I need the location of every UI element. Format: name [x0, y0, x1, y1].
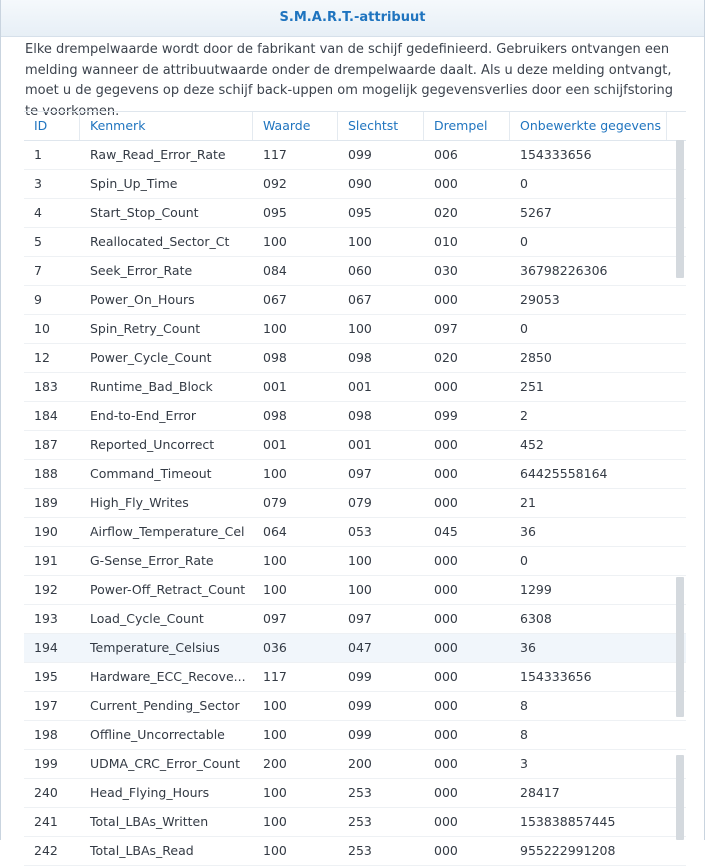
cell-value: 084: [263, 263, 287, 278]
cell-raw: 8: [520, 727, 528, 742]
cell-worst: 001: [348, 379, 372, 394]
cell-raw: 452: [520, 437, 544, 452]
table-row[interactable]: [24, 634, 686, 663]
cell-id: 10: [34, 321, 50, 336]
cell-threshold: 000: [434, 379, 458, 394]
cell-id: 197: [34, 698, 58, 713]
cell-value: 100: [263, 321, 287, 336]
table-row[interactable]: [24, 663, 686, 692]
cell-value: 117: [263, 147, 287, 162]
cell-name: Load_Cycle_Count: [90, 611, 204, 626]
cell-id: 241: [34, 814, 58, 829]
cell-id: 199: [34, 756, 58, 771]
cell-id: 240: [34, 785, 58, 800]
cell-value: 095: [263, 205, 287, 220]
cell-worst: 067: [348, 292, 372, 307]
cell-id: 198: [34, 727, 58, 742]
cell-name: UDMA_CRC_Error_Count: [90, 756, 240, 771]
cell-raw: 8: [520, 698, 528, 713]
column-header-raw[interactable]: Onbewerkte gegevens: [510, 112, 667, 140]
cell-raw: 0: [520, 553, 528, 568]
cell-id: 193: [34, 611, 58, 626]
cell-threshold: 000: [434, 727, 458, 742]
cell-id: 183: [34, 379, 58, 394]
table-row[interactable]: [24, 141, 686, 170]
cell-worst: 100: [348, 321, 372, 336]
cell-value: 100: [263, 785, 287, 800]
cell-threshold: 097: [434, 321, 458, 336]
cell-name: Power_On_Hours: [90, 292, 195, 307]
table-row[interactable]: [24, 431, 686, 460]
cell-name: Head_Flying_Hours: [90, 785, 210, 800]
cell-threshold: 000: [434, 669, 458, 684]
cell-worst: 253: [348, 785, 372, 800]
scrollbar-upper[interactable]: [676, 140, 684, 278]
cell-worst: 098: [348, 350, 372, 365]
cell-value: 036: [263, 640, 287, 655]
cell-id: 189: [34, 495, 58, 510]
cell-value: 100: [263, 466, 287, 481]
cell-name: Total_LBAs_Read: [90, 843, 194, 858]
column-header-id[interactable]: ID: [24, 112, 80, 140]
description-text: Elke drempelwaarde wordt door de fabrikant van de schijf gedefinieerd. Gebruikers ontvangen een melding wanneer de attribuutwaarde onder de drempelwaarde daalt. Als u deze melding ontvangt, moet u de gegevens op deze schijf back-uppen om mogelijk gegevensverlies door een schijfstoring te voorkomen.: [25, 42, 673, 119]
cell-worst: 001: [348, 437, 372, 452]
table-row[interactable]: [24, 170, 686, 199]
table-row[interactable]: [24, 286, 686, 315]
cell-id: 12: [34, 350, 50, 365]
cell-value: 100: [263, 727, 287, 742]
cell-threshold: 000: [434, 611, 458, 626]
table-row[interactable]: [24, 460, 686, 489]
cell-worst: 099: [348, 727, 372, 742]
cell-worst: 253: [348, 843, 372, 858]
cell-threshold: 000: [434, 843, 458, 858]
cell-raw: 0: [520, 176, 528, 191]
table-body: [24, 141, 686, 866]
table-row[interactable]: [24, 605, 686, 634]
cell-worst: 100: [348, 553, 372, 568]
cell-worst: 079: [348, 495, 372, 510]
cell-id: 184: [34, 408, 58, 423]
cell-threshold: 099: [434, 408, 458, 423]
column-header-threshold[interactable]: Drempel: [424, 112, 510, 140]
cell-name: Raw_Read_Error_Rate: [90, 147, 226, 162]
cell-raw: 1299: [520, 582, 552, 597]
table-row[interactable]: [24, 808, 686, 837]
cell-worst: 100: [348, 234, 372, 249]
cell-id: 192: [34, 582, 58, 597]
cell-value: 079: [263, 495, 287, 510]
cell-name: Current_Pending_Sector: [90, 698, 240, 713]
table-row[interactable]: [24, 547, 686, 576]
cell-name: End-to-End_Error: [90, 408, 197, 423]
cell-raw: 21: [520, 495, 536, 510]
table-row[interactable]: [24, 518, 686, 547]
cell-raw: 36798226306: [520, 263, 608, 278]
cell-threshold: 020: [434, 205, 458, 220]
cell-value: 097: [263, 611, 287, 626]
cell-threshold: 000: [434, 698, 458, 713]
cell-name: Temperature_Celsius: [90, 640, 220, 655]
table-row[interactable]: [24, 576, 686, 605]
cell-id: 7: [34, 263, 42, 278]
cell-name: Runtime_Bad_Block: [90, 379, 213, 394]
cell-name: Airflow_Temperature_Cel: [90, 524, 245, 539]
cell-threshold: 000: [434, 466, 458, 481]
cell-threshold: 000: [434, 437, 458, 452]
cell-worst: 200: [348, 756, 372, 771]
column-header-worst[interactable]: Slechtst: [338, 112, 424, 140]
table-row[interactable]: [24, 228, 686, 257]
cell-value: 064: [263, 524, 287, 539]
column-header-name[interactable]: Kenmerk: [80, 112, 253, 140]
table-row[interactable]: [24, 721, 686, 750]
cell-worst: 099: [348, 698, 372, 713]
cell-name: Power_Cycle_Count: [90, 350, 212, 365]
table-header: [24, 111, 686, 141]
cell-value: 100: [263, 698, 287, 713]
table-row[interactable]: [24, 750, 686, 779]
cell-value: 001: [263, 437, 287, 452]
cell-name: Power-Off_Retract_Count: [90, 582, 246, 597]
cell-id: 191: [34, 553, 58, 568]
cell-id: 1: [34, 147, 42, 162]
table-row[interactable]: [24, 779, 686, 808]
cell-raw: 154333656: [520, 147, 592, 162]
cell-value: 098: [263, 350, 287, 365]
cell-raw: 3: [520, 756, 528, 771]
cell-raw: 6308: [520, 611, 552, 626]
cell-raw: 36: [520, 524, 536, 539]
cell-threshold: 000: [434, 176, 458, 191]
cell-threshold: 000: [434, 756, 458, 771]
cell-threshold: 006: [434, 147, 458, 162]
cell-name: Command_Timeout: [90, 466, 212, 481]
cell-threshold: 000: [434, 582, 458, 597]
cell-raw: 5267: [520, 205, 552, 220]
cell-raw: 2850: [520, 350, 552, 365]
cell-raw: 2: [520, 408, 528, 423]
table-row[interactable]: [24, 344, 686, 373]
cell-threshold: 020: [434, 350, 458, 365]
cell-worst: 097: [348, 466, 372, 481]
cell-value: 100: [263, 234, 287, 249]
cell-raw: 251: [520, 379, 544, 394]
cell-id: 5: [34, 234, 42, 249]
cell-worst: 090: [348, 176, 372, 191]
cell-name: Reported_Uncorrect: [90, 437, 215, 452]
cell-worst: 253: [348, 814, 372, 829]
cell-raw: 64425558164: [520, 466, 608, 481]
table-row[interactable]: [24, 257, 686, 286]
column-header-value[interactable]: Waarde: [253, 112, 338, 140]
cell-threshold: 000: [434, 814, 458, 829]
table-row[interactable]: [24, 402, 686, 431]
cell-id: 194: [34, 640, 58, 655]
cell-raw: 955222991208: [520, 843, 616, 858]
cell-value: 092: [263, 176, 287, 191]
table-row[interactable]: [24, 199, 686, 228]
cell-id: 188: [34, 466, 58, 481]
cell-name: Reallocated_Sector_Ct: [90, 234, 230, 249]
cell-id: 190: [34, 524, 58, 539]
cell-name: High_Fly_Writes: [90, 495, 189, 510]
cell-value: 100: [263, 582, 287, 597]
cell-raw: 154333656: [520, 669, 592, 684]
cell-worst: 099: [348, 147, 372, 162]
cell-name: Hardware_ECC_Recove...: [90, 669, 246, 684]
scrollbar-lower[interactable]: [676, 755, 684, 840]
cell-threshold: 010: [434, 234, 458, 249]
cell-value: 067: [263, 292, 287, 307]
cell-name: Spin_Retry_Count: [90, 321, 201, 336]
table-row[interactable]: [24, 837, 686, 866]
cell-raw: 0: [520, 321, 528, 336]
table-row[interactable]: [24, 489, 686, 518]
cell-name: Offline_Uncorrectable: [90, 727, 225, 742]
cell-threshold: 030: [434, 263, 458, 278]
cell-id: 187: [34, 437, 58, 452]
cell-value: 200: [263, 756, 287, 771]
cell-worst: 098: [348, 408, 372, 423]
cell-worst: 060: [348, 263, 372, 278]
scrollbar-middle[interactable]: [676, 577, 684, 717]
smart-table: [24, 111, 686, 866]
cell-worst: 053: [348, 524, 372, 539]
cell-id: 195: [34, 669, 58, 684]
cell-worst: 099: [348, 669, 372, 684]
cell-raw: 29053: [520, 292, 560, 307]
cell-id: 4: [34, 205, 42, 220]
cell-name: G-Sense_Error_Rate: [90, 553, 214, 568]
cell-threshold: 000: [434, 785, 458, 800]
window-title: S.M.A.R.T.-attribuut: [1, 0, 704, 37]
table-row[interactable]: [24, 692, 686, 721]
cell-raw: 28417: [520, 785, 560, 800]
cell-threshold: 000: [434, 553, 458, 568]
cell-threshold: 000: [434, 495, 458, 510]
cell-worst: 095: [348, 205, 372, 220]
cell-threshold: 000: [434, 640, 458, 655]
cell-name: Seek_Error_Rate: [90, 263, 193, 278]
cell-worst: 097: [348, 611, 372, 626]
cell-name: Spin_Up_Time: [90, 176, 178, 191]
cell-value: 100: [263, 814, 287, 829]
cell-worst: 100: [348, 582, 372, 597]
cell-id: 9: [34, 292, 42, 307]
cell-value: 098: [263, 408, 287, 423]
table-row[interactable]: [24, 373, 686, 402]
cell-value: 100: [263, 843, 287, 858]
cell-name: Total_LBAs_Written: [90, 814, 209, 829]
table-row[interactable]: [24, 315, 686, 344]
cell-value: 117: [263, 669, 287, 684]
cell-id: 242: [34, 843, 58, 858]
cell-raw: 153838857445: [520, 814, 616, 829]
cell-value: 100: [263, 553, 287, 568]
cell-threshold: 045: [434, 524, 458, 539]
cell-worst: 047: [348, 640, 372, 655]
cell-name: Start_Stop_Count: [90, 205, 199, 220]
cell-id: 3: [34, 176, 42, 191]
cell-value: 001: [263, 379, 287, 394]
cell-raw: 0: [520, 234, 528, 249]
cell-threshold: 000: [434, 292, 458, 307]
cell-raw: 36: [520, 640, 536, 655]
